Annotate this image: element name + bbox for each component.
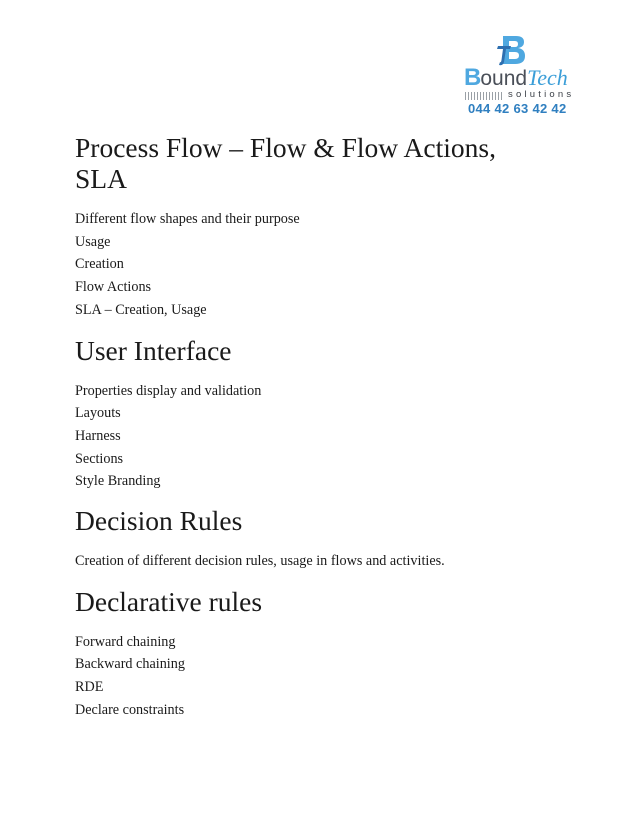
logo-word-ound: ound [480, 67, 528, 90]
list-item: Sections [75, 450, 124, 467]
list-item: Creation of different decision rules, usage in flows and activities. [75, 553, 445, 570]
section-heading: Process Flow – Flow & Flow Actions, SLA [75, 132, 496, 194]
list-item: Declare constraints [75, 701, 185, 718]
logo-word-tech: Tech [527, 65, 568, 90]
section-process-flow [75, 132, 545, 322]
section-heading: User Interface [75, 334, 232, 366]
company-logo [458, 34, 575, 118]
list-item: Properties display and validation [75, 382, 262, 399]
list-item: Creation [75, 256, 124, 273]
section-decision-rules [75, 505, 545, 573]
logo-letter-b: B [464, 64, 481, 91]
list-item: Forward chaining [75, 633, 176, 650]
list-item: Backward chaining [75, 656, 185, 673]
section-declarative-rules [75, 586, 545, 722]
bt-monogram-icon [494, 34, 528, 66]
list-item: Layouts [75, 405, 121, 422]
logo-wordmark [464, 64, 568, 90]
document-body [75, 132, 545, 722]
list-item: Flow Actions [75, 279, 152, 296]
list-item: Usage [75, 233, 111, 250]
list-item: Harness [75, 427, 121, 444]
section-user-interface [75, 335, 545, 494]
logo-barcode-graphic [465, 92, 503, 100]
list-item: SLA – Creation, Usage [75, 301, 207, 318]
list-item: RDE [75, 679, 104, 696]
list-item: Style Branding [75, 473, 161, 490]
section-heading: Decision Rules [75, 505, 243, 537]
logo-tagline: solutions [508, 89, 575, 100]
phone-number: 044 42 63 42 42 [468, 101, 567, 116]
section-heading: Declarative rules [75, 585, 263, 617]
list-item: Different flow shapes and their purpose [75, 211, 300, 227]
